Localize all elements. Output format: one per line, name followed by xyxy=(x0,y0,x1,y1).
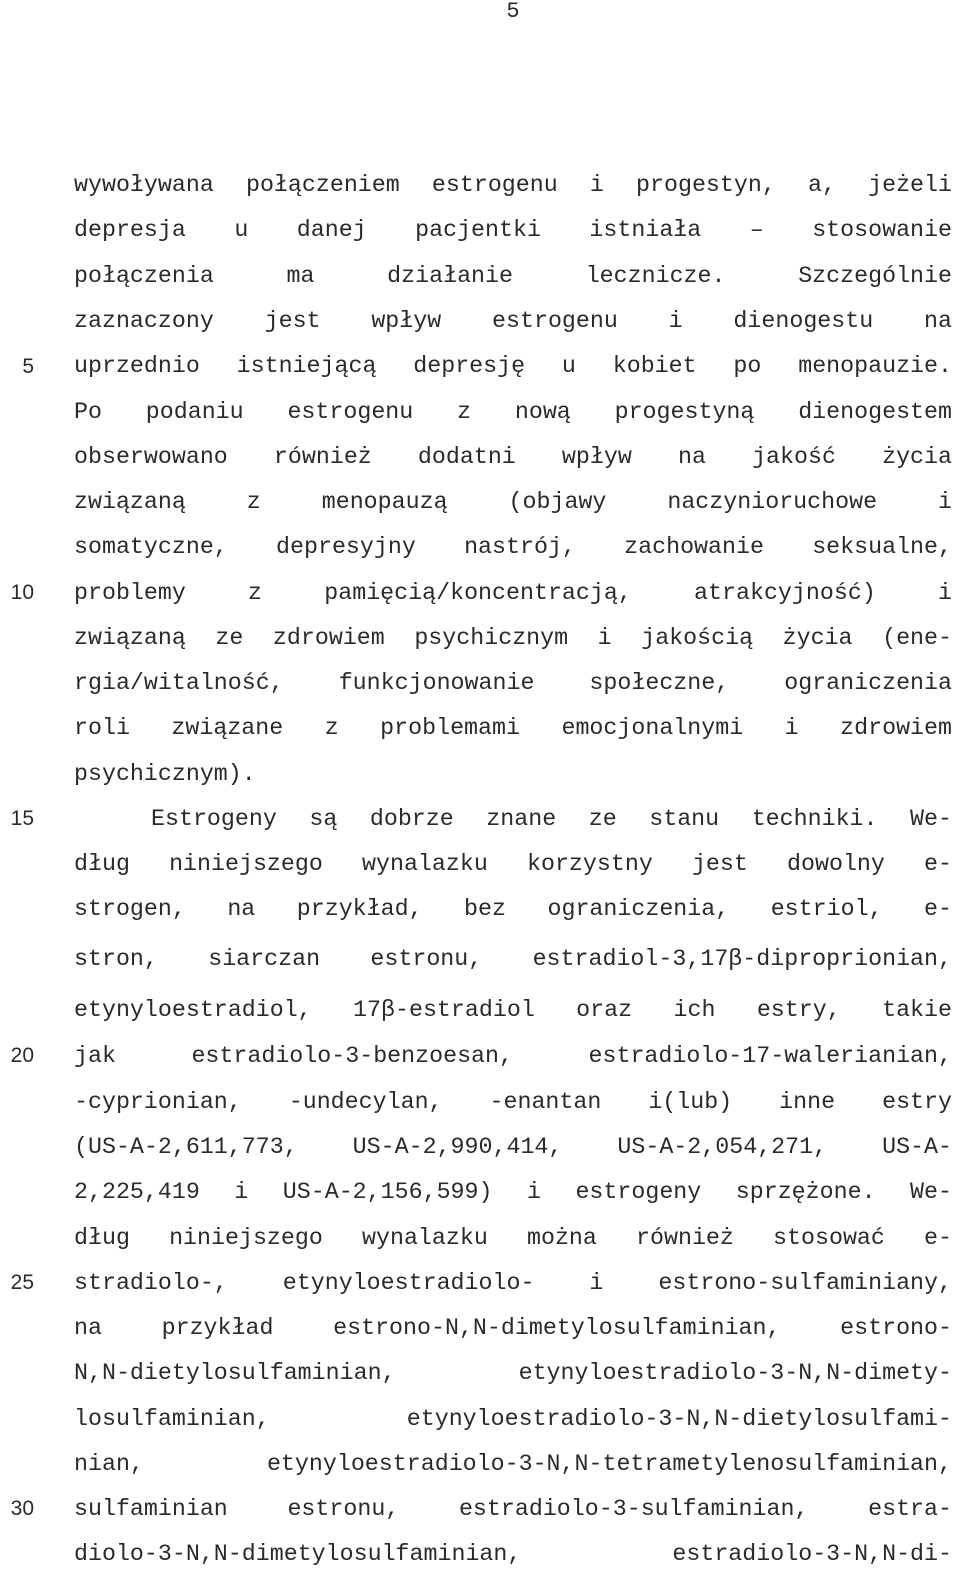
text-line: losulfaminian, etynyloestradiolo-3-N,N-dietylosulfami- xyxy=(74,1406,952,1432)
text-line: etynyloestradiol, 17β-estradiol oraz ich estry, takie xyxy=(74,997,952,1023)
text-line: Estrogeny są dobrze znane ze stanu techniki. We- xyxy=(151,806,952,832)
text-line: N,N-dietylosulfaminian, etynyloestradiolo-3-N,N-dimety- xyxy=(74,1360,952,1386)
text-line: depresja u danej pacjentki istniała – stosowanie xyxy=(74,217,952,243)
text-line: dług niniejszego wynalazku można również stosować e- xyxy=(74,1225,952,1251)
line-number: 10 xyxy=(10,581,34,604)
text-line: strogen, na przykład, bez ograniczenia, estriol, e- xyxy=(74,896,952,922)
text-line: zaznaczony jest wpływ estrogenu i dienogestu na xyxy=(74,308,952,334)
text-line: roli związane z problemami emocjonalnymi i zdrowiem xyxy=(74,715,952,741)
text-line: na przykład estrono-N,N-dimetylosulfaminian, estrono- xyxy=(74,1315,952,1341)
page-number: 5 xyxy=(506,0,520,24)
text-line: związaną ze zdrowiem psychicznym i jakością życia (ene- xyxy=(74,625,952,651)
text-line: połączenia ma działanie lecznicze. Szczególnie xyxy=(74,263,952,289)
text-line: dług niniejszego wynalazku korzystny jest dowolny e- xyxy=(74,851,952,877)
text-line: wywoływana połączeniem estrogenu i progestyn, a, jeżeli xyxy=(74,172,952,198)
text-line: 2,225,419 i US-A-2,156,599) i estrogeny sprzężone. We- xyxy=(74,1179,952,1205)
line-number: 25 xyxy=(10,1271,34,1294)
text-line: -cyprionian, -undecylan, -enantan i(lub) inne estry xyxy=(74,1089,952,1115)
text-line: Po podaniu estrogenu z nową progestyną dienogestem xyxy=(74,399,952,425)
text-line: nian, etynyloestradiolo-3-N,N-tetrametylenosulfaminian, xyxy=(74,1451,952,1477)
text-line: somatyczne, depresyjny nastrój, zachowanie seksualne, xyxy=(74,534,952,560)
text-line: problemy z pamięcią/koncentracją, atrakcyjność) i xyxy=(74,580,952,606)
line-number: 30 xyxy=(10,1497,34,1520)
text-line: jak estradiolo-3-benzoesan, estradiolo-17-walerianian, xyxy=(74,1043,952,1069)
text-line: psychicznym). xyxy=(74,761,256,787)
text-line: diolo-3-N,N-dimetylosulfaminian, estradiolo-3-N,N-di- xyxy=(74,1541,952,1567)
line-number-column xyxy=(0,0,40,1577)
text-line: rgia/witalność, funkcjonowanie społeczne, ograniczenia xyxy=(74,670,952,696)
text-line: stron, siarczan estronu, estradiol-3,17β-diproprionian, xyxy=(74,946,952,972)
line-number: 20 xyxy=(10,1044,34,1067)
text-line: uprzednio istniejącą depresję u kobiet po menopauzie. xyxy=(74,353,952,379)
text-line: związaną z menopauzą (objawy naczynioruchowe i xyxy=(74,489,952,515)
text-line: stradiolo-, etynyloestradiolo- i estrono-sulfaminiany, xyxy=(74,1270,952,1296)
text-line: obserwowano również dodatni wpływ na jakość życia xyxy=(74,444,952,470)
text-line: sulfaminian estronu, estradiolo-3-sulfaminian, estra- xyxy=(74,1496,952,1522)
line-number: 15 xyxy=(10,807,34,830)
text-line: (US-A-2,611,773, US-A-2,990,414, US-A-2,054,271, US-A- xyxy=(74,1134,952,1160)
line-number: 5 xyxy=(22,355,34,378)
